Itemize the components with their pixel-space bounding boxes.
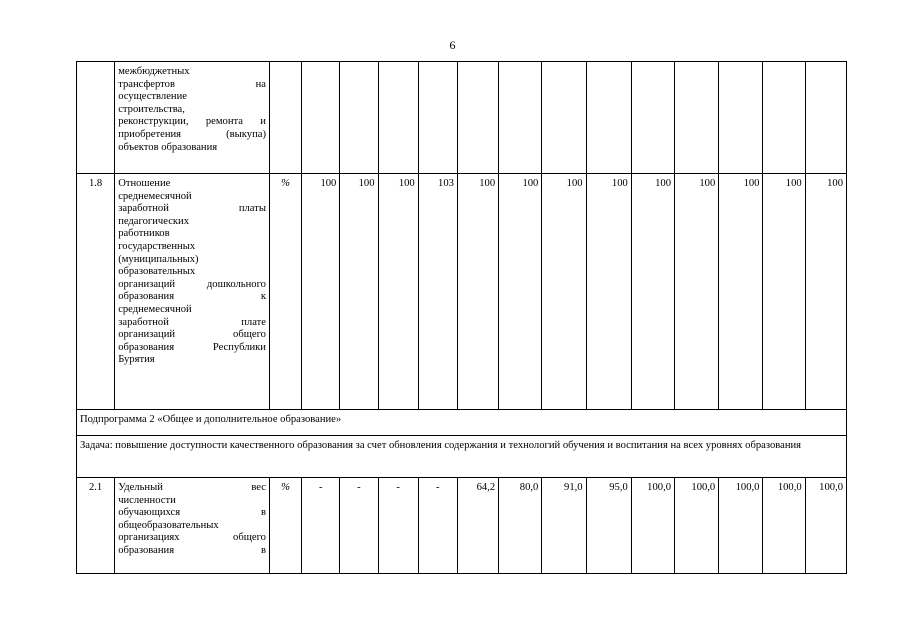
- value-cell: 100: [340, 174, 378, 410]
- name-line: объектов образования: [118, 141, 218, 153]
- name-line: Бурятия: [118, 354, 155, 366]
- value-cell: 100: [542, 174, 586, 410]
- value-cell: [378, 62, 418, 174]
- name-line: организациях общего: [118, 532, 266, 544]
- page-number: 6: [449, 38, 456, 52]
- table-row-2-1: [77, 478, 847, 574]
- value-cell: [631, 62, 674, 174]
- value-cell: -: [302, 478, 340, 574]
- name-line: Удельный вес: [118, 482, 266, 493]
- value-cell: 100,0: [763, 478, 805, 574]
- value-cell: 80,0: [499, 478, 542, 574]
- name-line: заработной плате: [118, 316, 266, 328]
- name-line: образования к: [118, 291, 266, 303]
- value-cell: 100: [302, 174, 340, 410]
- subprogram-title: Подпрограмма 2 «Общее и дополнительное образование»: [77, 410, 847, 436]
- value-cell: 100: [378, 174, 418, 410]
- value-cell: 100: [675, 174, 719, 410]
- value-cell: [675, 62, 719, 174]
- value-cell: [340, 62, 378, 174]
- value-cell: [763, 62, 805, 174]
- subprogram-row: [77, 410, 847, 436]
- value-cell: 100,0: [631, 478, 674, 574]
- row-number: [77, 62, 115, 174]
- value-cell: [719, 62, 763, 174]
- row-number: 1.8: [77, 174, 115, 410]
- name-line: образования в: [118, 544, 266, 556]
- name-line: межбюджетных: [118, 66, 190, 77]
- name-line: обучающихся в: [118, 507, 266, 519]
- indicators-table: [76, 61, 847, 574]
- indicator-name: [115, 62, 270, 174]
- value-cell: 91,0: [542, 478, 586, 574]
- value-cell: 103: [418, 174, 457, 410]
- unit-cell: %: [269, 174, 301, 410]
- name-line: трансфертов на: [118, 78, 266, 90]
- task-text: Задача: повышение доступности качественного образования за счет обновления содержания и технологий обучения и воспитания на всех уровнях образования: [77, 436, 847, 478]
- value-cell: 64,2: [457, 478, 498, 574]
- value-cell: [542, 62, 586, 174]
- value-cell: 100: [631, 174, 674, 410]
- name-line: реконструкции, ремонта и: [118, 116, 266, 128]
- name-line: среднемесячной: [118, 190, 192, 202]
- value-cell: [586, 62, 631, 174]
- task-row: [77, 436, 847, 478]
- value-cell: 100: [763, 174, 805, 410]
- value-cell: 100: [586, 174, 631, 410]
- value-cell: -: [378, 478, 418, 574]
- name-line: образовательных: [118, 266, 196, 278]
- value-cell: [499, 62, 542, 174]
- row-number: 2.1: [77, 478, 115, 574]
- name-line: общеобразовательных: [118, 519, 219, 531]
- name-line: работников: [118, 228, 170, 240]
- name-line: педагогических: [118, 215, 190, 227]
- value-cell: 100,0: [675, 478, 719, 574]
- name-line: (муниципальных): [118, 253, 199, 265]
- table-row-transfers: [77, 62, 847, 174]
- name-line: строительства,: [118, 103, 185, 115]
- table-row-1-8: [77, 174, 847, 410]
- value-cell: -: [418, 478, 457, 574]
- value-cell: 100: [805, 174, 846, 410]
- value-cell: [457, 62, 498, 174]
- unit-cell: [269, 62, 301, 174]
- unit-cell: %: [269, 478, 301, 574]
- value-cell: [805, 62, 846, 174]
- value-cell: -: [340, 478, 378, 574]
- value-cell: 100: [499, 174, 542, 410]
- value-cell: 100: [457, 174, 498, 410]
- name-line: образования Республики: [118, 341, 266, 353]
- indicator-name: [115, 174, 270, 410]
- name-line: приобретения (выкупа): [118, 128, 266, 140]
- name-line: государственных: [118, 240, 196, 252]
- value-cell: [302, 62, 340, 174]
- name-line: Отношение: [118, 178, 171, 189]
- value-cell: [418, 62, 457, 174]
- name-line: заработной платы: [118, 203, 266, 215]
- name-line: среднемесячной: [118, 303, 192, 315]
- value-cell: 100,0: [805, 478, 846, 574]
- value-cell: 100: [719, 174, 763, 410]
- name-line: осуществление: [118, 91, 187, 103]
- value-cell: 100,0: [719, 478, 763, 574]
- name-line: численности: [118, 494, 176, 506]
- value-cell: 95,0: [586, 478, 631, 574]
- name-line: организаций общего: [118, 329, 266, 341]
- name-line: организаций дошкольного: [118, 278, 266, 290]
- indicator-name: [115, 478, 270, 574]
